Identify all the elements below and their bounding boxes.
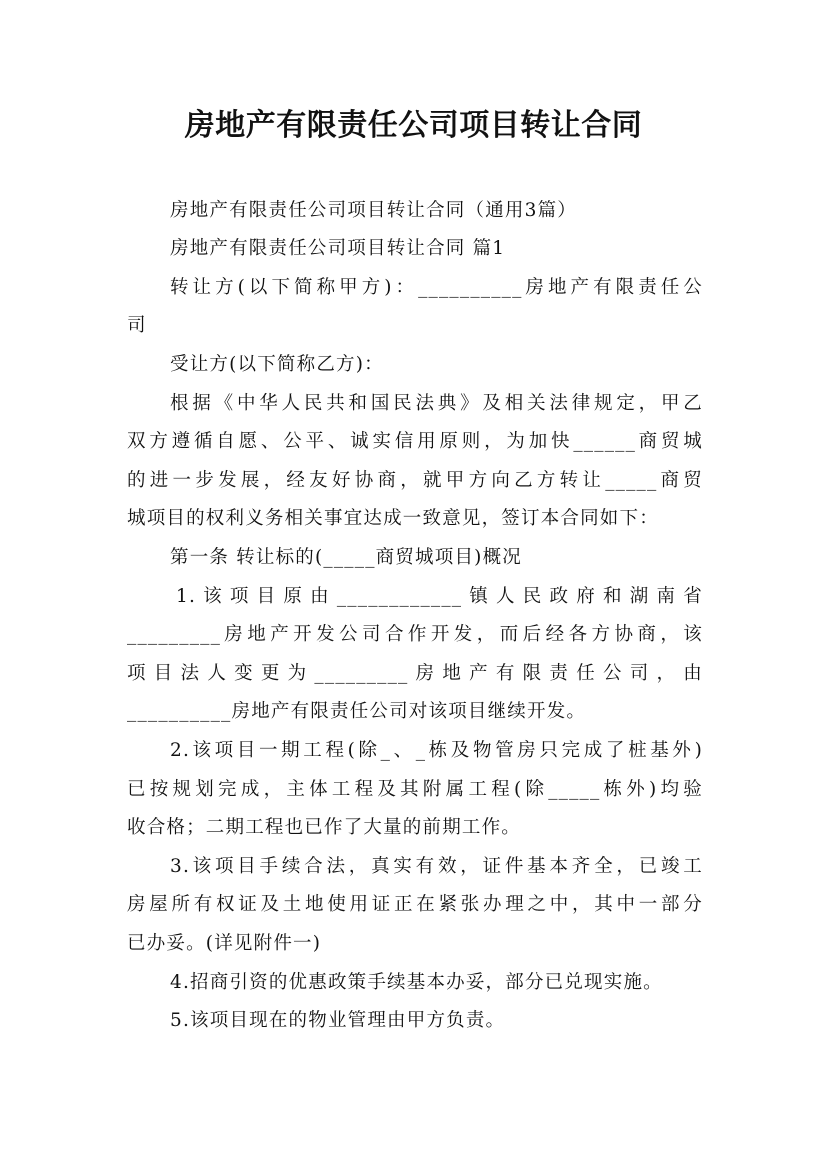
clause-1-line: 项目法人变更为_________房地产有限责任公司，由 xyxy=(127,663,703,684)
transferor-line: 转让方(以下简称甲方)：__________房地产有限责任公 xyxy=(170,277,703,298)
clause-1-line: __________房地产有限责任公司对该项目继续开发。 xyxy=(127,701,587,722)
clause-2-line: 已按规划完成，主体工程及其附属工程(除_____栋外)均验 xyxy=(127,779,703,800)
clause-3-line: 3.该项目手续合法，真实有效，证件基本齐全，已竣工 xyxy=(170,856,703,877)
article-heading: 第一条 转让标的(_____商贸城项目)概况 xyxy=(170,547,522,568)
clause-4-line: 4.招商引资的优惠政策手续基本办妥，部分已兑现实施。 xyxy=(170,972,663,993)
preamble-line: 双方遵循自愿、公平、诚实信用原则，为加快______商贸城 xyxy=(127,431,703,452)
transferee-line: 受让方(以下简称乙方)： xyxy=(170,354,384,375)
clause-3-line: 已办妥。(详见附件一) xyxy=(127,933,322,954)
preamble-line: 根据《中华人民共和国民法典》及相关法律规定，甲乙 xyxy=(170,393,703,414)
preamble-line: 的进一步发展，经友好协商，就甲方向乙方转让_____商贸 xyxy=(127,470,703,491)
clause-5-line: 5.该项目现在的物业管理由甲方负责。 xyxy=(170,1010,506,1031)
clause-3-line: 房屋所有权证及土地使用证正在紧张办理之中，其中一部分 xyxy=(127,894,703,915)
clause-2-line: 收合格；二期工程也已作了大量的前期工作。 xyxy=(127,817,522,838)
transferor-line-cont: 司 xyxy=(127,315,147,336)
clause-1-line: _________房地产开发公司合作开发，而后经各方协商，该 xyxy=(127,624,703,645)
document-title: 房地产有限责任公司项目转让合同 xyxy=(184,108,643,143)
section-heading: 房地产有限责任公司项目转让合同 篇1 xyxy=(170,238,506,259)
subtitle-line: 房地产有限责任公司项目转让合同（通用3篇） xyxy=(170,200,577,221)
preamble-line: 城项目的权利义务相关事宜达成一致意见，签订本合同如下： xyxy=(127,508,659,529)
clause-1-line: 1.该项目原由____________镇人民政府和湖南省 xyxy=(176,586,703,607)
clause-2-line: 2.该项目一期工程(除_、_栋及物管房只完成了桩基外) xyxy=(170,740,703,761)
